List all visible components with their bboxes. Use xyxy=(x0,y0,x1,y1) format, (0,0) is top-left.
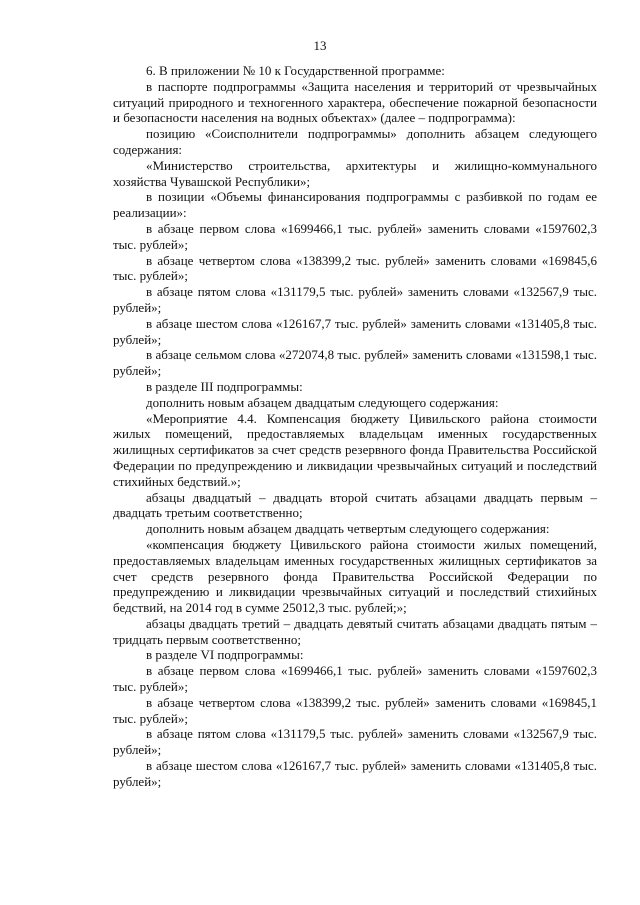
paragraph: «Мероприятие 4.4. Компенсация бюджету Цивильского района стоимости жилых помещений, предоставляемых владельцам именных государственных жилищных сертификатов за счет средств резервного фонда Правительства Российской Федерации по предупреждению и ликвидации чрезвычайных ситуаций и последствий стихийных бедствий.»; xyxy=(113,410,597,489)
page-number: 13 xyxy=(313,38,327,53)
document-body xyxy=(113,63,597,790)
paragraph: в абзаце первом слова «1699466,1 тыс. рублей» заменить словами «1597602,3 тыс. рублей»; xyxy=(113,663,597,695)
paragraph: «Министерство строительства, архитектуры и жилищно-коммунального хозяйства Чувашской Республики»; xyxy=(113,157,597,189)
paragraph: в разделе III подпрограммы: xyxy=(146,378,303,394)
paragraph: позицию «Соисполнители подпрограммы» дополнить абзацем следующего содержания: xyxy=(113,126,597,157)
paragraph: в абзаце пятом слова «131179,5 тыс. рублей» заменить словами «132567,9 тыс. рублей»; xyxy=(113,726,597,758)
paragraph: в абзаце четвертом слова «138399,2 тыс. рублей» заменить словами «169845,1 тыс. рублей»; xyxy=(113,694,597,726)
paragraph: в позиции «Объемы финансирования подпрограммы с разбивкой по годам ее реализации»: xyxy=(113,189,597,221)
paragraph: в абзаце первом слова «1699466,1 тыс. рублей» заменить словами «1597602,3 тыс. рублей»; xyxy=(113,220,597,252)
paragraph: в разделе VI подпрограммы: xyxy=(146,647,304,663)
paragraph: абзацы двадцатый – двадцать второй считать абзацами двадцать первым – двадцать третьим соответственно; xyxy=(113,489,597,521)
paragraph: дополнить новым абзацем двадцатым следующего содержания: xyxy=(146,394,499,410)
paragraph: абзацы двадцать третий – двадцать девятый считать абзацами двадцать пятым – тридцать первым соответственно; xyxy=(113,615,597,647)
paragraph: в абзаце четвертом слова «138399,2 тыс. рублей» заменить словами «169845,6 тыс. рублей»; xyxy=(113,252,597,284)
paragraph: в абзаце шестом слова «126167,7 тыс. рублей» заменить словами «131405,8 тыс. рублей»; xyxy=(113,758,597,789)
paragraph: 6. В приложении № 10 к Государственной программе: xyxy=(146,63,445,78)
paragraph: в абзаце сельмом слова «272074,8 тыс. рублей» заменить словами «131598,1 тыс. рублей»; xyxy=(113,347,597,379)
paragraph: в паспорте подпрограммы «Защита населения и территорий от чрезвычайных ситуаций природного и техногенного характера, обеспечение пожарной безопасности и безопасности населения на водных объектах» (далее – подпрограмма): xyxy=(113,78,597,126)
paragraph: «компенсация бюджету Цивильского района стоимости жилых помещений, предоставляемых владельцам именных государственных жилищных сертификатов за счет средств резервного фонда Правительства Российской Федерации по предупреждению и ликвидации чрезвычайных ситуаций и последствий стихийных бедствий, на 2014 год в сумме 25012,3 тыс. рублей;»; xyxy=(113,536,597,616)
paragraph: в абзаце пятом слова «131179,5 тыс. рублей» заменить словами «132567,9 тыс. рублей»; xyxy=(113,284,597,315)
paragraph: в абзаце шестом слова «126167,7 тыс. рублей» заменить словами «131405,8 тыс. рублей»; xyxy=(113,315,597,347)
paragraph: дополнить новым абзацем двадцать четвертым следующего содержания: xyxy=(146,521,550,537)
